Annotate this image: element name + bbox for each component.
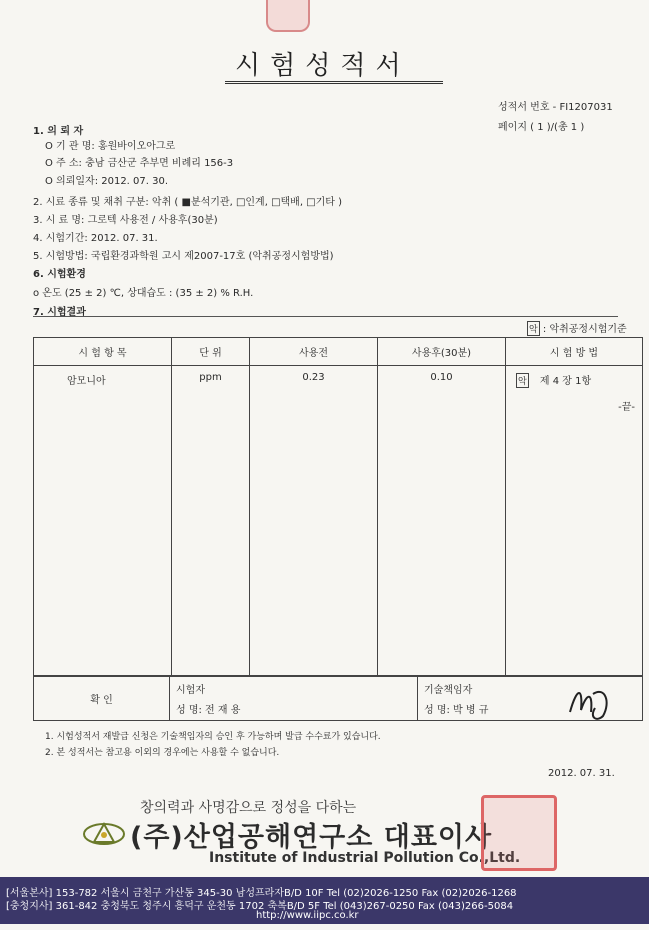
handwritten-signature [565, 682, 615, 724]
header-item: 시 험 항 목 [34, 338, 172, 366]
seal-stamp-top [266, 0, 310, 32]
results-table [33, 337, 643, 676]
section-2: 2. 시료 종류 및 채취 구분: 악취 ( ■분석기관, □인계, □택배, □기타 ) [33, 197, 343, 208]
footer-seoul-office: [서울본사] 153-782 서울시 금천구 가산동 345-30 남성프라자B/D 10F Tel (02)2026-1250 Fax (02)2026-1268 [6, 888, 517, 899]
tester-cell [170, 677, 418, 721]
legend-mark: 악 [527, 321, 540, 336]
company-name-english: Institute of Industrial Pollution Co.,Ltd. [209, 850, 521, 866]
tester-name: 성 명: 전 재 용 [176, 705, 241, 716]
org-address: O 주 소: 충남 금산군 추부면 비례리 156-3 [45, 158, 234, 169]
request-date: O 의뢰일자: 2012. 07. 30. [45, 176, 169, 187]
signature-table [33, 676, 643, 721]
footer-chungcheong-office: [충청지사] 361-842 충청북도 청주시 흥덕구 운천동 1702 축복B/D 5F Tel (043)267-0250 Fax (043)266-5084 [6, 901, 514, 912]
org-name: O 기 관 명: 홍원바이오아그로 [45, 141, 176, 152]
tech-name: 성 명: 박 병 규 [424, 705, 489, 716]
method-text: 제 4 장 1항 [539, 376, 592, 387]
slogan: 창의력과 사명감으로 정성을 다하는 [140, 800, 357, 816]
company-name: (주)산업공해연구소 대표이사 [130, 822, 493, 853]
method-mark: 악 [516, 373, 529, 388]
cell-after: 0.10 [378, 366, 506, 676]
section-7-heading: 7. 시험결과 [33, 307, 86, 318]
section-1-heading: 1. 의 뢰 자 [33, 126, 84, 137]
section-4: 4. 시험기간: 2012. 07. 31. [33, 233, 158, 244]
legend [527, 320, 627, 336]
footer-website[interactable]: http://www.iipc.co.kr [256, 910, 359, 921]
tech-label: 기술책임자 [424, 685, 473, 696]
header-after: 사용후(30분) [378, 338, 506, 366]
header-unit: 단 위 [172, 338, 250, 366]
divider [33, 316, 618, 317]
legend-text: : 악취공정시험기준 [542, 324, 627, 335]
tester-label: 시험자 [176, 685, 205, 696]
report-number: 성적서 번호 - FI1207031 [498, 102, 613, 113]
cell-item: 암모니아 [34, 366, 172, 676]
results-header-row [34, 338, 643, 366]
company-seal-stamp [481, 795, 557, 871]
title-underline [225, 81, 443, 84]
note-2: 2. 본 성적서는 참고용 이외의 경우에는 사용할 수 없습니다. [45, 748, 280, 758]
end-mark: -끝- [618, 402, 635, 413]
section-3: 3. 시 료 명: 그로텍 사용전 / 사용후(30분) [33, 215, 218, 226]
note-1: 1. 시험성적서 재발급 신청은 기술책임자의 승인 후 가능하며 발급 수수료가 있습니다. [45, 732, 381, 742]
confirm-label: 확 인 [34, 677, 170, 721]
cell-unit: ppm [172, 366, 250, 676]
issue-date: 2012. 07. 31. [548, 768, 615, 779]
table-row [34, 366, 643, 676]
cell-method [506, 366, 643, 676]
environment-conditions: o 온도 (25 ± 2) ℃, 상대습도 : (35 ± 2) % R.H. [33, 288, 254, 299]
header-before: 사용전 [250, 338, 378, 366]
company-logo [82, 820, 126, 846]
section-6-heading: 6. 시험환경 [33, 269, 86, 280]
footer [0, 877, 649, 924]
cell-before: 0.23 [250, 366, 378, 676]
section-5: 5. 시험방법: 국립환경과학원 고시 제2007-17호 (악취공정시험방법) [33, 251, 334, 262]
header-method: 시 험 방 법 [506, 338, 643, 366]
document-title: 시험성적서 [235, 51, 411, 81]
page-info: 페이지 ( 1 )/(총 1 ) [498, 122, 585, 133]
